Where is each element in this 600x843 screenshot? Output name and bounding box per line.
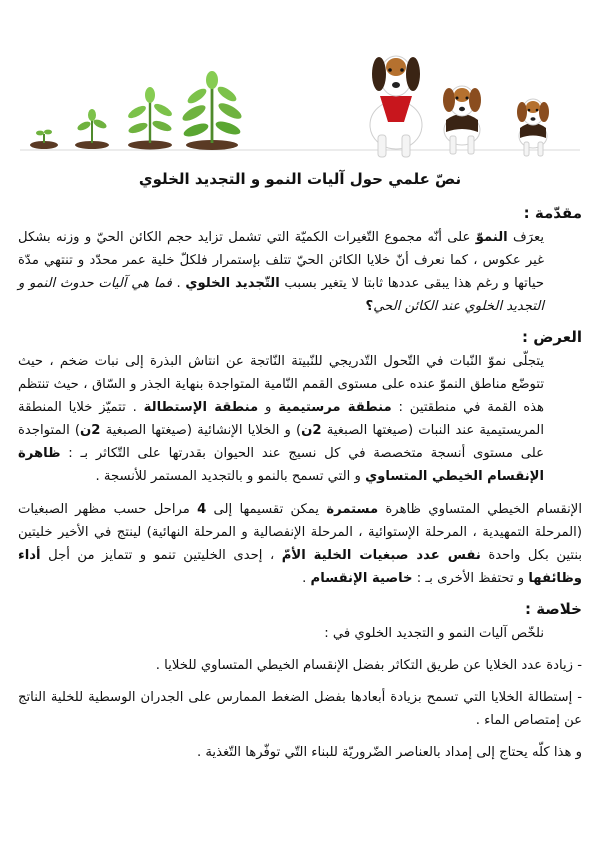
body-paragraph-plant-growth xyxy=(18,350,582,488)
term-meristematic-zone: منطقة مرستيمية xyxy=(278,400,392,415)
body-text: يتجلّى نموّ النّبات في التّحول التّدريجي للنّبيتة النّاتجة عن انتاش البذرة إلى نبات ضخم ، حيث تتوضّع مناطق النموّ عنده على مستوى القمم النّامية المتواجدة بنهاية الجذر و السّاق ، حيث تنتظم هذه القمة في منطقتين : xyxy=(18,354,544,415)
body-text: . xyxy=(302,571,311,586)
body-text: يمكن تقسيمها إلى xyxy=(206,502,327,517)
document-title: نصّ علمي حول آليات النمو و التجديد الخلوي xyxy=(138,170,462,188)
term-ploidy: 2ن xyxy=(80,423,101,438)
leafy-plant-icon xyxy=(180,71,244,150)
seed-sprout-icon xyxy=(30,130,58,149)
conclusion-heading: خلاصة : xyxy=(524,600,582,618)
term-elongation-zone: منطقة الإستطالة xyxy=(143,400,259,415)
term-same-chromosomes: نفس عدد صبغيات الخلية الأمّ xyxy=(281,548,481,563)
conclusion-item-1: - زيادة عدد الخلايا عن طريق التكاثر بفضل الإنقسام الخيطي المتساوي للخلايا . xyxy=(155,658,582,673)
body-heading: العرض : xyxy=(522,328,582,346)
small-puppy-icon xyxy=(517,99,549,156)
intro-term-growth: النموّ xyxy=(475,230,508,245)
intro-heading: مقدّمة : xyxy=(523,204,582,222)
intro-paragraph xyxy=(18,226,582,318)
intro-text: على أنّه مجموع التّغيرات الكميّة التي تشمل تزايد حجم الكائن الحيّ و وزنه بشكل غير عكوس ، كما نعرف أنّ خلايا الكائن الحيّ تتلف بإستمرار فلكلّ خلية عمر محدّد و تنتهي مدّة حياتها و رغم هذا يبقى عددها ثابتا لا يتغير بسبب xyxy=(18,230,544,291)
document-body xyxy=(18,170,582,773)
intro-question: فما هي آليات حدوث النمو و التجديد الخلوي عند الكائن الحي xyxy=(18,276,544,314)
body-paragraph-mitosis xyxy=(18,498,582,590)
intro-text: يعرَف xyxy=(507,230,545,245)
body-text: و تحتفظ الأخرى بـ : xyxy=(412,571,529,586)
term-ploidy: 2ن xyxy=(301,423,322,438)
young-puppy-icon xyxy=(443,86,481,154)
term-mitosis: ظاهرة الإنقسام الخيطي المتساوي xyxy=(18,446,544,484)
small-seedling-icon xyxy=(75,109,109,149)
young-plant-icon xyxy=(126,87,173,150)
term-continuous: مستمرة xyxy=(326,502,379,517)
intro-question-mark: ؟ xyxy=(365,299,374,314)
header-illustration xyxy=(0,0,600,165)
body-text: ، إحدى الخليتين تنمو و تتمايز من أجل xyxy=(40,548,282,563)
term-phase-count: 4 xyxy=(197,502,207,517)
term-division-property: خاصية الإنقسام xyxy=(310,571,413,586)
intro-text: . xyxy=(176,276,186,291)
conclusion-final: و هذا كلّه يحتاج إلى إمداد بالعناصر الضّروريّة للبناء التّي توفّرها التّغذية . xyxy=(196,745,582,760)
body-text: ) المتواجدة على مستوى أنسجة متخصصة في كل نسيج عند الحيوان بقدرتها على التّكاثر بـ : xyxy=(18,423,544,461)
body-text: مراحل حسب مظهر الصبغيات (المرحلة التمهيدية ، المرحلة الإستوائية ، المرحلة الإنفصالية و المرحلة النهائية) لينتج في الأخير خليتين بنتين بكل واحدة xyxy=(18,502,582,563)
body-text: . تتميّز خلايا المنطقة المريستيمية عند النبات (صيغتها الصبغية xyxy=(18,400,544,438)
intro-term-renewal: التّجديد الخلوي xyxy=(185,276,280,291)
conclusion-lead: نلخّص آليات النمو و التجديد الخلوي في : xyxy=(324,626,544,641)
adult-dog-icon xyxy=(370,56,422,157)
term-perform-functions: أداء وظائفها xyxy=(18,548,582,586)
body-text: و التي تسمح بالنمو و بالتجديد المستمر للأنسجة . xyxy=(95,469,366,484)
body-text: و xyxy=(258,400,279,415)
conclusion-item-2: - إستطالة الخلايا التي تسمح بزيادة أبعادها بفضل الضغط الممارس على الجدران الوسطية للخلية الناتج عن إمتصاص الماء . xyxy=(18,690,582,728)
body-text: ) و الخلايا الإنشائية (صيغتها الصبغية xyxy=(100,423,302,438)
body-text: الإنقسام الخيطي المتساوي ظاهرة xyxy=(378,502,582,517)
